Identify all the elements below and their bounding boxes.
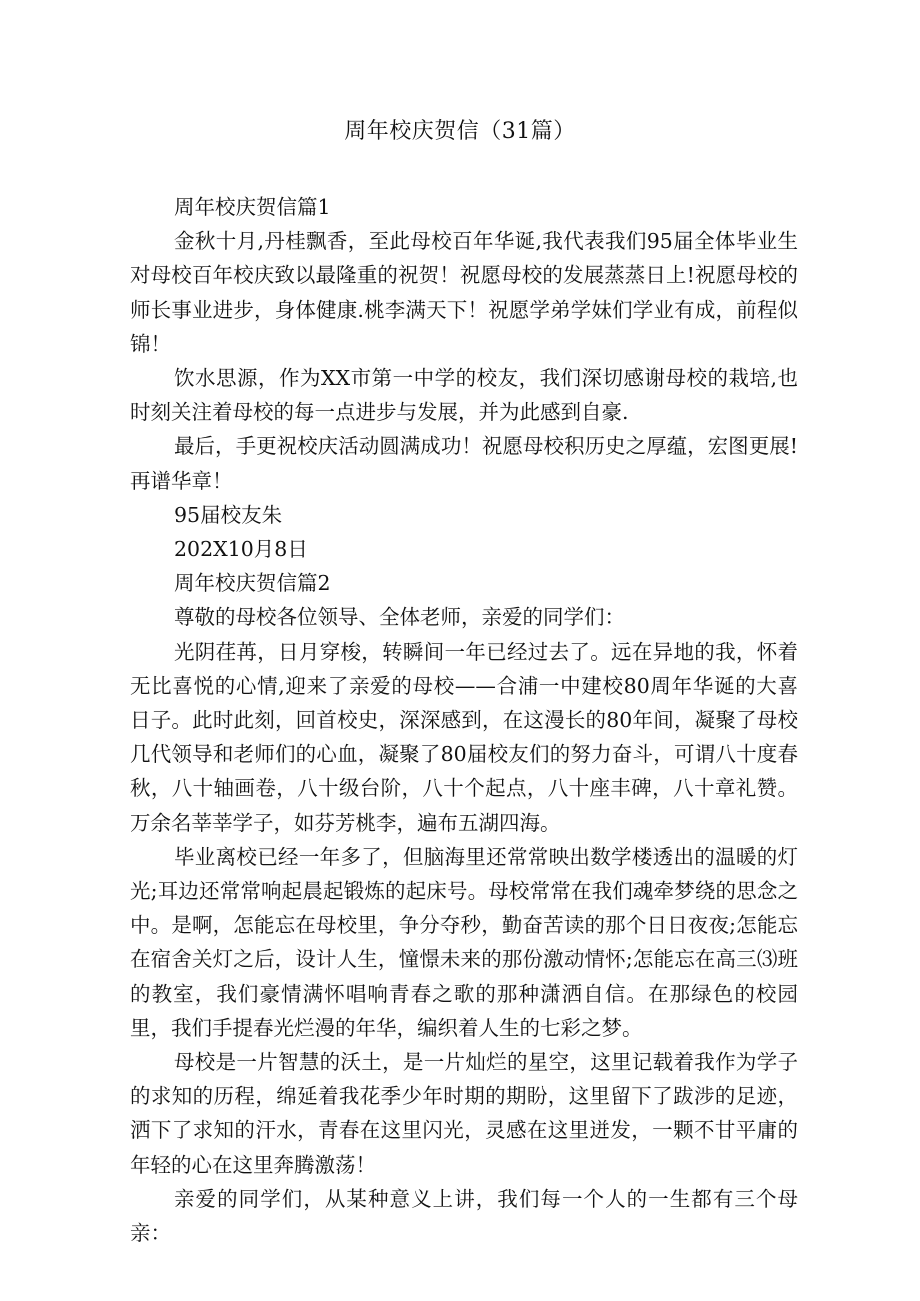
paragraph: 最后，手更祝校庆活动圆满成功！祝愿母校积历史之厚蕴，宏图更展!再谱华章！ xyxy=(130,434,798,493)
paragraph: 毕业离校已经一年多了，但脑海里还常常映出数学楼透出的温暖的灯光;耳边还常常响起晨起锻炼的起床号。母校常常在我们魂牵梦绕的思念之中。是啊，怎能忘在母校里，争分夺秒，勤奋苦读的那个日日夜夜;怎能忘在宿舍关灯之后，设计人生，憧憬未来的那份激动情怀;怎能忘在高三⑶班的教室，我们豪情满怀唱响青春之歌的那种潇洒自信。在那绿色的校园里，我们手提春光烂漫的年华，编织着人生的七彩之梦。 xyxy=(130,844,798,1040)
section-heading: 周年校庆贺信篇2 xyxy=(174,571,331,596)
section-heading: 周年校庆贺信篇1 xyxy=(174,195,331,219)
salutation: 尊敬的母校各位领导、全体老师，亲爱的同学们： xyxy=(174,605,625,630)
signature-line: 95届校友朱 xyxy=(174,502,283,527)
paragraph: 光阴荏苒，日月穿梭，转瞬间一年已经过去了。远在异地的我，怀着无比喜悦的心情,迎来了亲爱的母校——合浦一中建校80周年华诞的大喜日子。此时此刻，回首校史，深深感到，在这漫长的80年间，凝聚了母校几代领导和老师们的心血，凝聚了80届校友们的努力奋斗，可谓八十度春秋，八十轴画卷，八十级台阶，八十个起点，八十座丰碑，八十章礼赞。万余名莘莘学子，如芬芳桃李，遍布五湖四海。 xyxy=(130,639,798,835)
paragraph: 母校是一片智慧的沃土，是一片灿烂的星空，这里记载着我作为学子的求知的历程，绵延着我花季少年时期的期盼，这里留下了跋涉的足迹，洒下了求知的汗水，青春在这里闪光，灵感在这里迸发，一颗不甘平庸的年轻的心在这里奔腾激荡！ xyxy=(130,1050,798,1177)
paragraph: 亲爱的同学们，从某种意义上讲，我们每一个人的一生都有三个母亲： xyxy=(130,1186,798,1246)
paragraph: 金秋十月,丹桂飘香，至此母校百年华诞,我代表我们95届全体毕业生对母校百年校庆致以最隆重的祝贺！祝愿母校的发展蒸蒸日上!祝愿母校的师长事业进步，身体健康.桃李满天下！祝愿学弟学妹们学业有成，前程似锦！ xyxy=(130,229,798,356)
paragraph: 饮水思源，作为XX市第一中学的校友，我们深切感谢母校的栽培,也时刻关注着母校的每一点进步与发展，并为此感到自豪. xyxy=(130,366,798,425)
document-body xyxy=(130,190,798,1250)
date-line: 202X10月8日 xyxy=(174,537,308,562)
document-title: 周年校庆贺信（31篇） xyxy=(344,119,576,144)
